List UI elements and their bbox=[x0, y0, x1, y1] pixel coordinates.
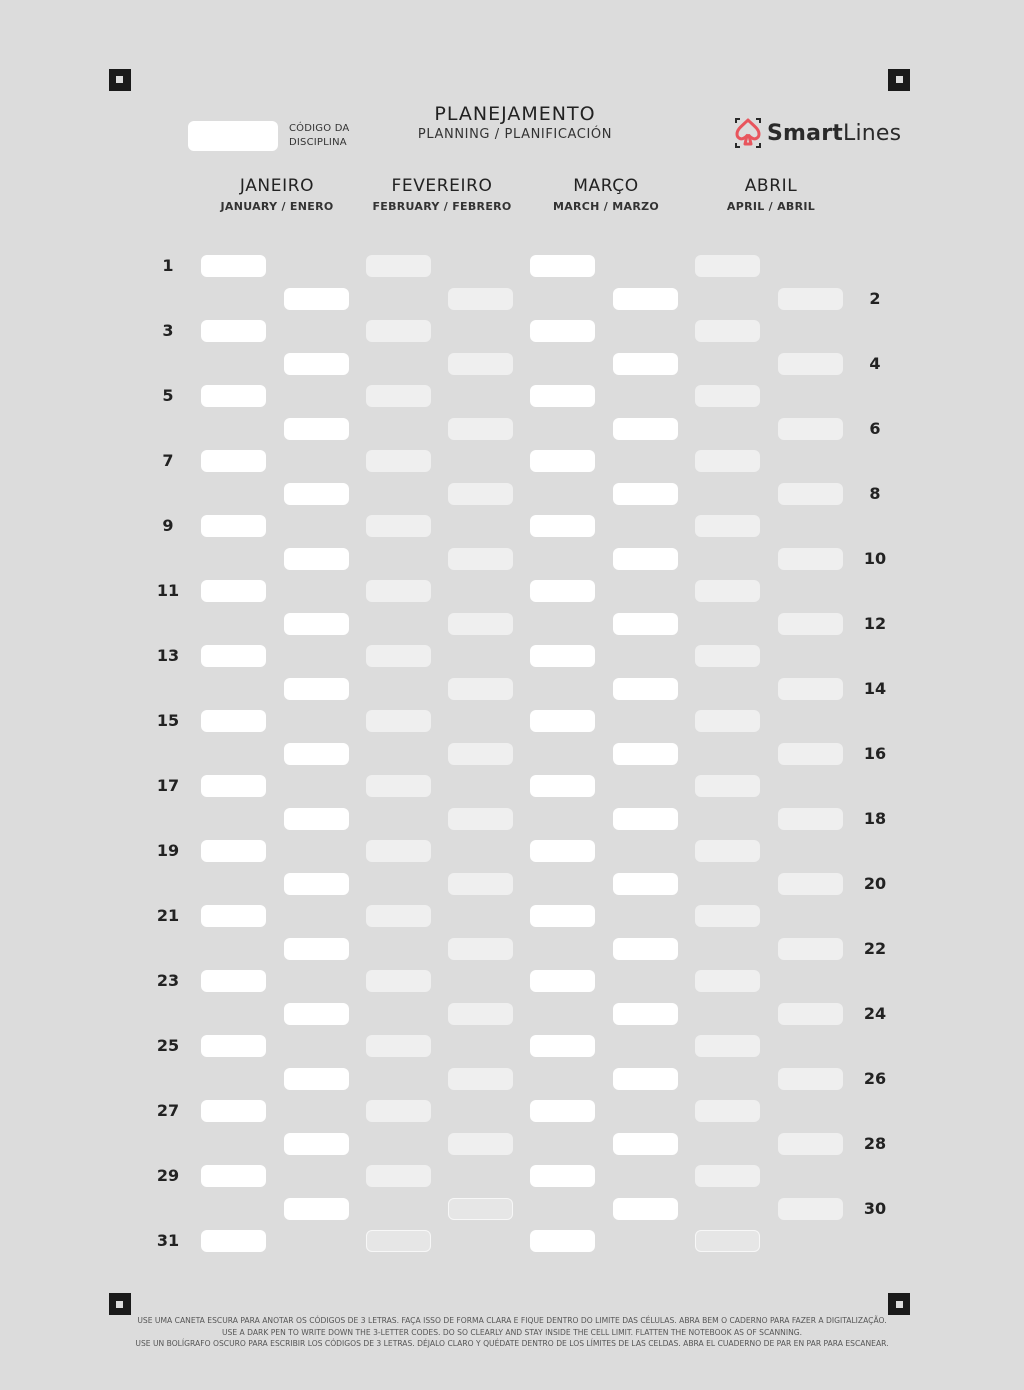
day-cell-month-4-day-3[interactable] bbox=[695, 320, 760, 342]
day-number-20: 20 bbox=[863, 873, 887, 893]
day-cell-month-4-day-1[interactable] bbox=[695, 255, 760, 277]
day-cell-month-1-day-30[interactable] bbox=[284, 1198, 349, 1220]
day-number-8: 8 bbox=[869, 483, 881, 503]
day-cell-month-3-day-20[interactable] bbox=[613, 873, 678, 895]
day-cell-month-2-day-18[interactable] bbox=[448, 808, 513, 830]
day-cell-month-4-day-29[interactable] bbox=[695, 1165, 760, 1187]
day-cell-month-4-day-16[interactable] bbox=[778, 743, 843, 765]
day-cell-month-1-day-13[interactable] bbox=[201, 645, 266, 667]
instructions-es: USE UN BOLÍGRAFO OSCURO PARA ESCRIBIR LOS CÓDIGOS DE 3 LETRAS. DÉJALO CLARO Y QUÉDATE DENTRO DE LOS LÍMITES DE LAS CELDAS. ABRA EL CUADERNO DE PAR EN PAR PARA ESCANEAR. bbox=[135, 1339, 889, 1348]
day-cell-month-1-day-9[interactable] bbox=[201, 515, 266, 537]
day-cell-month-3-day-21[interactable] bbox=[530, 905, 595, 927]
discipline-code-label-line2: DISCIPLINA bbox=[289, 137, 347, 148]
instructions-en: USE A DARK PEN TO WRITE DOWN THE 3-LETTER CODES. DO SO CLEARLY AND STAY INSIDE THE CELL LIMIT. FLATTEN THE NOTEBOOK AS OF SCANNING. bbox=[221, 1327, 803, 1337]
day-cell-month-3-day-5[interactable] bbox=[530, 385, 595, 407]
day-number-15: 15 bbox=[156, 711, 180, 730]
day-cell-month-3-day-9[interactable] bbox=[530, 515, 595, 537]
day-cell-month-2-day-5[interactable] bbox=[366, 385, 431, 407]
day-number-4: 4 bbox=[869, 353, 881, 373]
day-cell-month-1-day-7[interactable] bbox=[201, 450, 266, 472]
unused-cell-month-2-day-31 bbox=[366, 1230, 431, 1252]
day-cell-month-4-day-8[interactable] bbox=[778, 483, 843, 505]
day-number-31: 31 bbox=[156, 1231, 180, 1250]
day-cell-month-1-day-22[interactable] bbox=[284, 938, 349, 960]
day-number-29: 29 bbox=[156, 1166, 180, 1185]
day-cell-month-2-day-16[interactable] bbox=[448, 743, 513, 765]
day-cell-month-2-day-9[interactable] bbox=[366, 515, 431, 537]
day-number-26: 26 bbox=[863, 1068, 887, 1088]
day-number-9: 9 bbox=[162, 516, 174, 535]
day-cell-month-4-day-17[interactable] bbox=[695, 775, 760, 797]
day-cell-month-3-day-18[interactable] bbox=[613, 808, 678, 830]
day-cell-month-2-day-28[interactable] bbox=[448, 1133, 513, 1155]
corner-marker-bottom-left bbox=[109, 1293, 131, 1315]
day-cell-month-3-day-16[interactable] bbox=[613, 743, 678, 765]
day-cell-month-3-day-28[interactable] bbox=[613, 1133, 678, 1155]
brand-name-regular: Lines bbox=[842, 120, 902, 146]
day-cell-month-4-day-13[interactable] bbox=[695, 645, 760, 667]
day-cell-month-2-day-26[interactable] bbox=[448, 1068, 513, 1090]
month-subtitle: MARCH / MARZO bbox=[552, 200, 660, 213]
day-cell-month-4-day-24[interactable] bbox=[778, 1003, 843, 1025]
discipline-code-label-line1: CÓDIGO DA bbox=[289, 123, 350, 134]
day-cell-month-2-day-21[interactable] bbox=[366, 905, 431, 927]
title-sub: PLANNING / PLANIFICACIÓN bbox=[417, 127, 613, 142]
day-cell-month-4-day-5[interactable] bbox=[695, 385, 760, 407]
day-cell-month-3-day-19[interactable] bbox=[530, 840, 595, 862]
instructions-footer bbox=[120, 1315, 904, 1350]
day-cell-month-3-day-22[interactable] bbox=[613, 938, 678, 960]
day-cell-month-3-day-14[interactable] bbox=[613, 678, 678, 700]
discipline-code-label bbox=[289, 122, 349, 150]
day-cell-month-2-day-25[interactable] bbox=[366, 1035, 431, 1057]
day-cell-month-1-day-1[interactable] bbox=[201, 255, 266, 277]
corner-marker-bottom-right bbox=[888, 1293, 910, 1315]
day-cell-month-3-day-11[interactable] bbox=[530, 580, 595, 602]
day-cell-month-3-day-30[interactable] bbox=[613, 1198, 678, 1220]
day-cell-month-3-day-4[interactable] bbox=[613, 353, 678, 375]
day-cell-month-1-day-19[interactable] bbox=[201, 840, 266, 862]
month-subtitle: FEBRUARY / FEBRERO bbox=[372, 200, 512, 213]
day-cell-month-1-day-8[interactable] bbox=[284, 483, 349, 505]
day-cell-month-1-day-6[interactable] bbox=[284, 418, 349, 440]
day-number-17: 17 bbox=[156, 776, 180, 795]
day-cell-month-2-day-15[interactable] bbox=[366, 710, 431, 732]
day-cell-month-1-day-20[interactable] bbox=[284, 873, 349, 895]
day-cell-month-4-day-28[interactable] bbox=[778, 1133, 843, 1155]
day-number-21: 21 bbox=[156, 906, 180, 925]
instructions-pt: USE UMA CANETA ESCURA PARA ANOTAR OS CÓDIGOS DE 3 LETRAS. FAÇA ISSO DE FORMA CLARA E FIQUE DENTRO DO LIMITE DAS CÉLULAS. ABRA BEM O CADERNO PARA FAZER A DIGITALIZAÇÃO. bbox=[137, 1316, 887, 1325]
day-number-7: 7 bbox=[162, 451, 174, 470]
day-cell-month-4-day-10[interactable] bbox=[778, 548, 843, 570]
day-cell-month-2-day-23[interactable] bbox=[366, 970, 431, 992]
unused-cell-month-4-day-31 bbox=[695, 1230, 760, 1252]
month-subtitle: APRIL / ABRIL bbox=[726, 200, 816, 213]
discipline-code-field[interactable] bbox=[188, 121, 278, 151]
day-cell-month-4-day-23[interactable] bbox=[695, 970, 760, 992]
day-cell-month-3-day-10[interactable] bbox=[613, 548, 678, 570]
day-cell-month-4-day-7[interactable] bbox=[695, 450, 760, 472]
day-cell-month-1-day-2[interactable] bbox=[284, 288, 349, 310]
month-header-0 bbox=[192, 176, 362, 213]
day-cell-month-2-day-12[interactable] bbox=[448, 613, 513, 635]
day-number-22: 22 bbox=[863, 938, 887, 958]
day-cell-month-2-day-11[interactable] bbox=[366, 580, 431, 602]
day-cell-month-4-day-26[interactable] bbox=[778, 1068, 843, 1090]
day-cell-month-3-day-31[interactable] bbox=[530, 1230, 595, 1252]
day-cell-month-4-day-11[interactable] bbox=[695, 580, 760, 602]
day-cell-month-2-day-27[interactable] bbox=[366, 1100, 431, 1122]
day-number-12: 12 bbox=[863, 613, 887, 633]
day-number-25: 25 bbox=[156, 1036, 180, 1055]
month-name: JANEIRO bbox=[239, 176, 315, 196]
day-cell-month-4-day-4[interactable] bbox=[778, 353, 843, 375]
day-cell-month-3-day-2[interactable] bbox=[613, 288, 678, 310]
day-number-23: 23 bbox=[156, 971, 180, 990]
corner-marker-top-left bbox=[109, 69, 131, 91]
brand-logo bbox=[733, 115, 901, 151]
day-cell-month-2-day-6[interactable] bbox=[448, 418, 513, 440]
day-cell-month-4-day-21[interactable] bbox=[695, 905, 760, 927]
day-number-2: 2 bbox=[869, 288, 881, 308]
day-cell-month-3-day-24[interactable] bbox=[613, 1003, 678, 1025]
day-cell-month-3-day-8[interactable] bbox=[613, 483, 678, 505]
day-cell-month-3-day-1[interactable] bbox=[530, 255, 595, 277]
day-number-5: 5 bbox=[162, 386, 174, 405]
day-cell-month-3-day-12[interactable] bbox=[613, 613, 678, 635]
day-cell-month-4-day-2[interactable] bbox=[778, 288, 843, 310]
day-cell-month-1-day-16[interactable] bbox=[284, 743, 349, 765]
day-cell-month-2-day-17[interactable] bbox=[366, 775, 431, 797]
day-cell-month-1-day-23[interactable] bbox=[201, 970, 266, 992]
day-cell-month-1-day-4[interactable] bbox=[284, 353, 349, 375]
day-cell-month-1-day-3[interactable] bbox=[201, 320, 266, 342]
day-cell-month-2-day-22[interactable] bbox=[448, 938, 513, 960]
day-cell-month-1-day-25[interactable] bbox=[201, 1035, 266, 1057]
day-cell-month-3-day-29[interactable] bbox=[530, 1165, 595, 1187]
day-cell-month-1-day-12[interactable] bbox=[284, 613, 349, 635]
day-cell-month-1-day-5[interactable] bbox=[201, 385, 266, 407]
day-cell-month-1-day-10[interactable] bbox=[284, 548, 349, 570]
month-name: MARÇO bbox=[573, 176, 639, 196]
day-cell-month-4-day-18[interactable] bbox=[778, 808, 843, 830]
day-cell-month-3-day-6[interactable] bbox=[613, 418, 678, 440]
day-cell-month-4-day-30[interactable] bbox=[778, 1198, 843, 1220]
day-cell-month-3-day-23[interactable] bbox=[530, 970, 595, 992]
day-cell-month-2-day-29[interactable] bbox=[366, 1165, 431, 1187]
day-cell-month-3-day-17[interactable] bbox=[530, 775, 595, 797]
page-title bbox=[415, 103, 615, 142]
day-number-10: 10 bbox=[863, 548, 887, 568]
day-number-13: 13 bbox=[156, 646, 180, 665]
spade-icon bbox=[733, 116, 763, 150]
day-cell-month-2-day-24[interactable] bbox=[448, 1003, 513, 1025]
day-cell-month-4-day-14[interactable] bbox=[778, 678, 843, 700]
day-cell-month-2-day-14[interactable] bbox=[448, 678, 513, 700]
month-header-1 bbox=[357, 176, 527, 213]
day-cell-month-1-day-17[interactable] bbox=[201, 775, 266, 797]
day-cell-month-4-day-6[interactable] bbox=[778, 418, 843, 440]
day-cell-month-1-day-14[interactable] bbox=[284, 678, 349, 700]
day-cell-month-1-day-11[interactable] bbox=[201, 580, 266, 602]
day-cell-month-3-day-3[interactable] bbox=[530, 320, 595, 342]
brand-name-bold: Smart bbox=[767, 120, 843, 146]
month-name: FEVEREIRO bbox=[391, 176, 493, 196]
month-subtitle: JANUARY / ENERO bbox=[220, 200, 334, 213]
day-cell-month-2-day-2[interactable] bbox=[448, 288, 513, 310]
day-cell-month-2-day-20[interactable] bbox=[448, 873, 513, 895]
day-cell-month-2-day-10[interactable] bbox=[448, 548, 513, 570]
day-cell-month-2-day-3[interactable] bbox=[366, 320, 431, 342]
month-header-2 bbox=[521, 176, 691, 213]
day-number-1: 1 bbox=[162, 256, 174, 275]
day-cell-month-3-day-27[interactable] bbox=[530, 1100, 595, 1122]
day-cell-month-1-day-27[interactable] bbox=[201, 1100, 266, 1122]
day-cell-month-1-day-15[interactable] bbox=[201, 710, 266, 732]
day-cell-month-4-day-19[interactable] bbox=[695, 840, 760, 862]
unused-cell-month-2-day-30 bbox=[448, 1198, 513, 1220]
day-number-30: 30 bbox=[863, 1198, 887, 1218]
day-cell-month-1-day-26[interactable] bbox=[284, 1068, 349, 1090]
month-name: ABRIL bbox=[744, 176, 798, 196]
day-cell-month-3-day-26[interactable] bbox=[613, 1068, 678, 1090]
day-cell-month-4-day-27[interactable] bbox=[695, 1100, 760, 1122]
day-cell-month-4-day-20[interactable] bbox=[778, 873, 843, 895]
day-number-3: 3 bbox=[162, 321, 174, 340]
day-number-27: 27 bbox=[156, 1101, 180, 1120]
day-cell-month-3-day-13[interactable] bbox=[530, 645, 595, 667]
day-number-11: 11 bbox=[156, 581, 180, 600]
day-number-18: 18 bbox=[863, 808, 887, 828]
day-cell-month-1-day-31[interactable] bbox=[201, 1230, 266, 1252]
day-number-16: 16 bbox=[863, 743, 887, 763]
day-number-24: 24 bbox=[863, 1003, 887, 1023]
day-cell-month-2-day-19[interactable] bbox=[366, 840, 431, 862]
day-cell-month-1-day-24[interactable] bbox=[284, 1003, 349, 1025]
day-cell-month-1-day-21[interactable] bbox=[201, 905, 266, 927]
day-cell-month-1-day-18[interactable] bbox=[284, 808, 349, 830]
day-cell-month-4-day-12[interactable] bbox=[778, 613, 843, 635]
day-cell-month-4-day-9[interactable] bbox=[695, 515, 760, 537]
day-number-6: 6 bbox=[869, 418, 881, 438]
day-cell-month-2-day-7[interactable] bbox=[366, 450, 431, 472]
corner-marker-top-right bbox=[888, 69, 910, 91]
day-cell-month-1-day-28[interactable] bbox=[284, 1133, 349, 1155]
day-cell-month-2-day-1[interactable] bbox=[366, 255, 431, 277]
day-cell-month-2-day-8[interactable] bbox=[448, 483, 513, 505]
day-cell-month-2-day-13[interactable] bbox=[366, 645, 431, 667]
day-number-28: 28 bbox=[863, 1133, 887, 1153]
brand-name bbox=[767, 121, 901, 146]
day-cell-month-4-day-25[interactable] bbox=[695, 1035, 760, 1057]
day-cell-month-3-day-15[interactable] bbox=[530, 710, 595, 732]
day-cell-month-3-day-25[interactable] bbox=[530, 1035, 595, 1057]
day-cell-month-4-day-22[interactable] bbox=[778, 938, 843, 960]
day-cell-month-3-day-7[interactable] bbox=[530, 450, 595, 472]
day-number-19: 19 bbox=[156, 841, 180, 860]
day-cell-month-2-day-4[interactable] bbox=[448, 353, 513, 375]
title-main: PLANEJAMENTO bbox=[434, 103, 596, 125]
month-header-3 bbox=[686, 176, 856, 213]
day-number-14: 14 bbox=[863, 678, 887, 698]
day-cell-month-1-day-29[interactable] bbox=[201, 1165, 266, 1187]
day-cell-month-4-day-15[interactable] bbox=[695, 710, 760, 732]
